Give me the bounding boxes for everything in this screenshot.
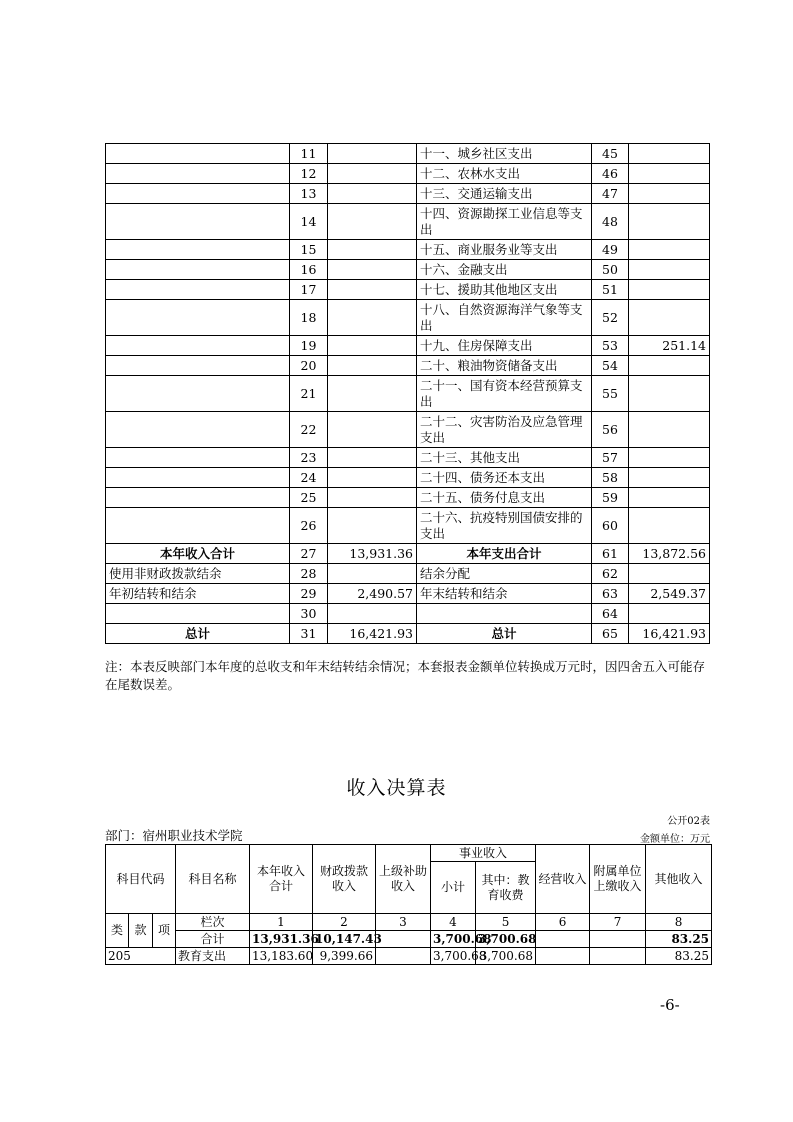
row-amount <box>328 488 417 508</box>
row-item: 十六、金融支出 <box>417 260 592 280</box>
row-number: 26 <box>290 508 328 544</box>
row-amount-2: 13,872.56 <box>629 544 710 564</box>
row-label <box>106 300 290 336</box>
row-amount-2 <box>629 356 710 376</box>
row-number: 24 <box>290 468 328 488</box>
row-amount-2 <box>629 300 710 336</box>
row-label <box>106 468 290 488</box>
row-amount <box>328 336 417 356</box>
table-row <box>106 544 710 564</box>
row-value <box>590 948 646 965</box>
total-value: 83.25 <box>646 931 712 948</box>
row-number: 23 <box>290 448 328 468</box>
row-amount-2 <box>629 508 710 544</box>
row-amount <box>328 448 417 468</box>
row-label <box>106 336 290 356</box>
row-amount-2 <box>629 488 710 508</box>
row-number-2: 46 <box>592 164 629 184</box>
row-label <box>106 240 290 260</box>
row-number: 25 <box>290 488 328 508</box>
unit-label: 金额单位：万元 <box>640 834 710 845</box>
row-item: 十四、资源勘探工业信息等支出 <box>417 204 592 240</box>
header-fiscal: 财政拨款收入 <box>313 845 376 914</box>
row-label: 年初结转和结余 <box>106 584 290 604</box>
row-amount <box>328 300 417 336</box>
row-amount: 16,421.93 <box>328 624 417 644</box>
header-subtotal: 小计 <box>431 862 476 914</box>
row-amount <box>328 164 417 184</box>
row-amount-2 <box>629 564 710 584</box>
header-lei: 类 <box>106 914 129 948</box>
table-row <box>106 508 710 544</box>
row-number: 12 <box>290 164 328 184</box>
row-amount <box>328 204 417 240</box>
row-amount-2 <box>629 204 710 240</box>
income-expenditure-table <box>105 143 710 644</box>
header-edu: 其中：教育收费 <box>476 862 536 914</box>
table-row <box>106 376 710 412</box>
row-item: 总计 <box>417 624 592 644</box>
row-number: 29 <box>290 584 328 604</box>
row-amount-2 <box>629 604 710 624</box>
col-num: 3 <box>376 914 431 931</box>
row-number-2: 63 <box>592 584 629 604</box>
row-item: 年末结转和结余 <box>417 584 592 604</box>
row-number: 11 <box>290 144 328 164</box>
row-amount <box>328 604 417 624</box>
row-value: 3,700.68 <box>476 948 536 965</box>
row-amount-2 <box>629 412 710 448</box>
page-number: -6- <box>660 996 680 1014</box>
row-item: 二十三、其他支出 <box>417 448 592 468</box>
row-label <box>106 604 290 624</box>
row-number: 14 <box>290 204 328 240</box>
row-amount-2 <box>629 376 710 412</box>
row-number: 15 <box>290 240 328 260</box>
row-number: 30 <box>290 604 328 624</box>
table-row <box>106 564 710 584</box>
row-number: 28 <box>290 564 328 584</box>
row-label <box>106 356 290 376</box>
table-row <box>106 412 710 448</box>
row-number-2: 53 <box>592 336 629 356</box>
row-amount-2 <box>629 184 710 204</box>
row-label <box>106 204 290 240</box>
table-row <box>106 300 710 336</box>
row-label <box>106 144 290 164</box>
total-value <box>536 931 590 948</box>
row-number: 21 <box>290 376 328 412</box>
row-label: 使用非财政拨款结余 <box>106 564 290 584</box>
row-amount-2 <box>629 280 710 300</box>
row-item: 十九、住房保障支出 <box>417 336 592 356</box>
row-value: 13,183.60 <box>250 948 313 965</box>
row-number-2: 65 <box>592 624 629 644</box>
total-value <box>590 931 646 948</box>
header-name: 科目名称 <box>176 845 250 914</box>
table-row <box>106 144 710 164</box>
row-number-2: 48 <box>592 204 629 240</box>
row-label <box>106 448 290 468</box>
col-num: 8 <box>646 914 712 931</box>
header-total: 本年收入合计 <box>250 845 313 914</box>
table-row <box>106 948 712 965</box>
row-item: 十八、自然资源海洋气象等支出 <box>417 300 592 336</box>
total-label: 合计 <box>176 931 250 948</box>
row-name: 教育支出 <box>176 948 250 965</box>
row-amount: 13,931.36 <box>328 544 417 564</box>
page-title: 收入决算表 <box>346 777 447 799</box>
row-item: 二十一、国有资本经营预算支出 <box>417 376 592 412</box>
table-note: 注：本表反映部门本年度的总收支和年末结转结余情况；本套报表金额单位转换成万元时，因四舍五入可能存在尾数误差。 <box>105 659 706 692</box>
header-col: 栏次 <box>176 914 250 931</box>
row-amount <box>328 412 417 448</box>
row-item: 结余分配 <box>417 564 592 584</box>
row-number-2: 54 <box>592 356 629 376</box>
row-item: 十三、交通运输支出 <box>417 184 592 204</box>
table-row <box>106 468 710 488</box>
row-amount <box>328 356 417 376</box>
col-num: 5 <box>476 914 536 931</box>
row-item: 十一、城乡社区支出 <box>417 144 592 164</box>
total-value: 3,700.68 <box>476 931 536 948</box>
row-number-2: 62 <box>592 564 629 584</box>
row-label: 总计 <box>106 624 290 644</box>
row-number-2: 56 <box>592 412 629 448</box>
row-amount <box>328 280 417 300</box>
row-amount <box>328 376 417 412</box>
header-kuan: 款 <box>129 914 153 948</box>
department-label: 部门：宿州职业技术学院 <box>105 828 243 843</box>
row-number: 18 <box>290 300 328 336</box>
row-amount-2: 2,549.37 <box>629 584 710 604</box>
row-number: 16 <box>290 260 328 280</box>
row-item: 二十四、债务还本支出 <box>417 468 592 488</box>
col-num: 4 <box>431 914 476 931</box>
row-item: 十五、商业服务业等支出 <box>417 240 592 260</box>
row-label <box>106 412 290 448</box>
row-label <box>106 488 290 508</box>
row-item: 二十五、债务付息支出 <box>417 488 592 508</box>
row-label <box>106 280 290 300</box>
row-label <box>106 376 290 412</box>
row-label: 本年收入合计 <box>106 544 290 564</box>
table-row <box>106 260 710 280</box>
row-number-2: 60 <box>592 508 629 544</box>
table-row <box>106 604 710 624</box>
row-amount: 2,490.57 <box>328 584 417 604</box>
header-xiang: 项 <box>153 914 176 948</box>
row-number: 17 <box>290 280 328 300</box>
row-number-2: 45 <box>592 144 629 164</box>
row-amount-2 <box>629 260 710 280</box>
row-amount-2: 16,421.93 <box>629 624 710 644</box>
income-table <box>105 844 712 965</box>
header-affiliate: 附属单位上缴收入 <box>590 845 646 914</box>
row-value: 9,399.66 <box>313 948 376 965</box>
header-business: 事业收入 <box>431 845 536 862</box>
row-number-2: 49 <box>592 240 629 260</box>
row-number-2: 58 <box>592 468 629 488</box>
row-number: 13 <box>290 184 328 204</box>
table-row <box>106 448 710 468</box>
row-amount <box>328 240 417 260</box>
row-number-2: 55 <box>592 376 629 412</box>
row-value: 3,700.68 <box>431 948 476 965</box>
total-value: 13,931.36 <box>250 931 313 948</box>
row-number-2: 61 <box>592 544 629 564</box>
table-row <box>106 488 710 508</box>
row-amount-2 <box>629 144 710 164</box>
row-amount-2 <box>629 240 710 260</box>
table-row <box>106 204 710 240</box>
row-item: 二十、粮油物资储备支出 <box>417 356 592 376</box>
row-label <box>106 184 290 204</box>
col-num: 1 <box>250 914 313 931</box>
row-item <box>417 604 592 624</box>
row-number-2: 57 <box>592 448 629 468</box>
header-code: 科目代码 <box>106 845 176 914</box>
row-amount <box>328 260 417 280</box>
col-num: 6 <box>536 914 590 931</box>
row-number-2: 47 <box>592 184 629 204</box>
row-label <box>106 260 290 280</box>
total-value <box>376 931 431 948</box>
row-label <box>106 164 290 184</box>
total-value: 3,700.68 <box>431 931 476 948</box>
row-number: 27 <box>290 544 328 564</box>
row-amount <box>328 508 417 544</box>
table-row <box>106 164 710 184</box>
col-num: 7 <box>590 914 646 931</box>
table-row <box>106 624 710 644</box>
row-code: 205 <box>106 948 176 965</box>
row-number: 20 <box>290 356 328 376</box>
row-amount <box>328 564 417 584</box>
row-amount-2: 251.14 <box>629 336 710 356</box>
row-value: 83.25 <box>646 948 712 965</box>
table-code: 公开02表 <box>667 816 710 827</box>
row-value <box>536 948 590 965</box>
table-row <box>106 184 710 204</box>
header-operating: 经营收入 <box>536 845 590 914</box>
row-item: 二十六、抗疫特别国债安排的支出 <box>417 508 592 544</box>
row-amount-2 <box>629 468 710 488</box>
row-item: 本年支出合计 <box>417 544 592 564</box>
row-item: 十二、农林水支出 <box>417 164 592 184</box>
col-num: 2 <box>313 914 376 931</box>
row-label <box>106 508 290 544</box>
table-row <box>106 280 710 300</box>
row-number: 22 <box>290 412 328 448</box>
row-amount <box>328 144 417 164</box>
row-number-2: 52 <box>592 300 629 336</box>
table-row <box>106 584 710 604</box>
row-number-2: 50 <box>592 260 629 280</box>
header-other: 其他收入 <box>646 845 712 914</box>
row-number: 31 <box>290 624 328 644</box>
row-amount-2 <box>629 448 710 468</box>
row-number-2: 51 <box>592 280 629 300</box>
header-superior: 上级补助收入 <box>376 845 431 914</box>
row-item: 十七、援助其他地区支出 <box>417 280 592 300</box>
row-amount <box>328 468 417 488</box>
row-number-2: 64 <box>592 604 629 624</box>
table-row <box>106 336 710 356</box>
table-row <box>106 356 710 376</box>
row-number: 19 <box>290 336 328 356</box>
row-amount <box>328 184 417 204</box>
row-number-2: 59 <box>592 488 629 508</box>
row-value <box>376 948 431 965</box>
row-amount-2 <box>629 164 710 184</box>
table-row <box>106 240 710 260</box>
row-item: 二十二、灾害防治及应急管理支出 <box>417 412 592 448</box>
total-value: 10,147.43 <box>313 931 376 948</box>
